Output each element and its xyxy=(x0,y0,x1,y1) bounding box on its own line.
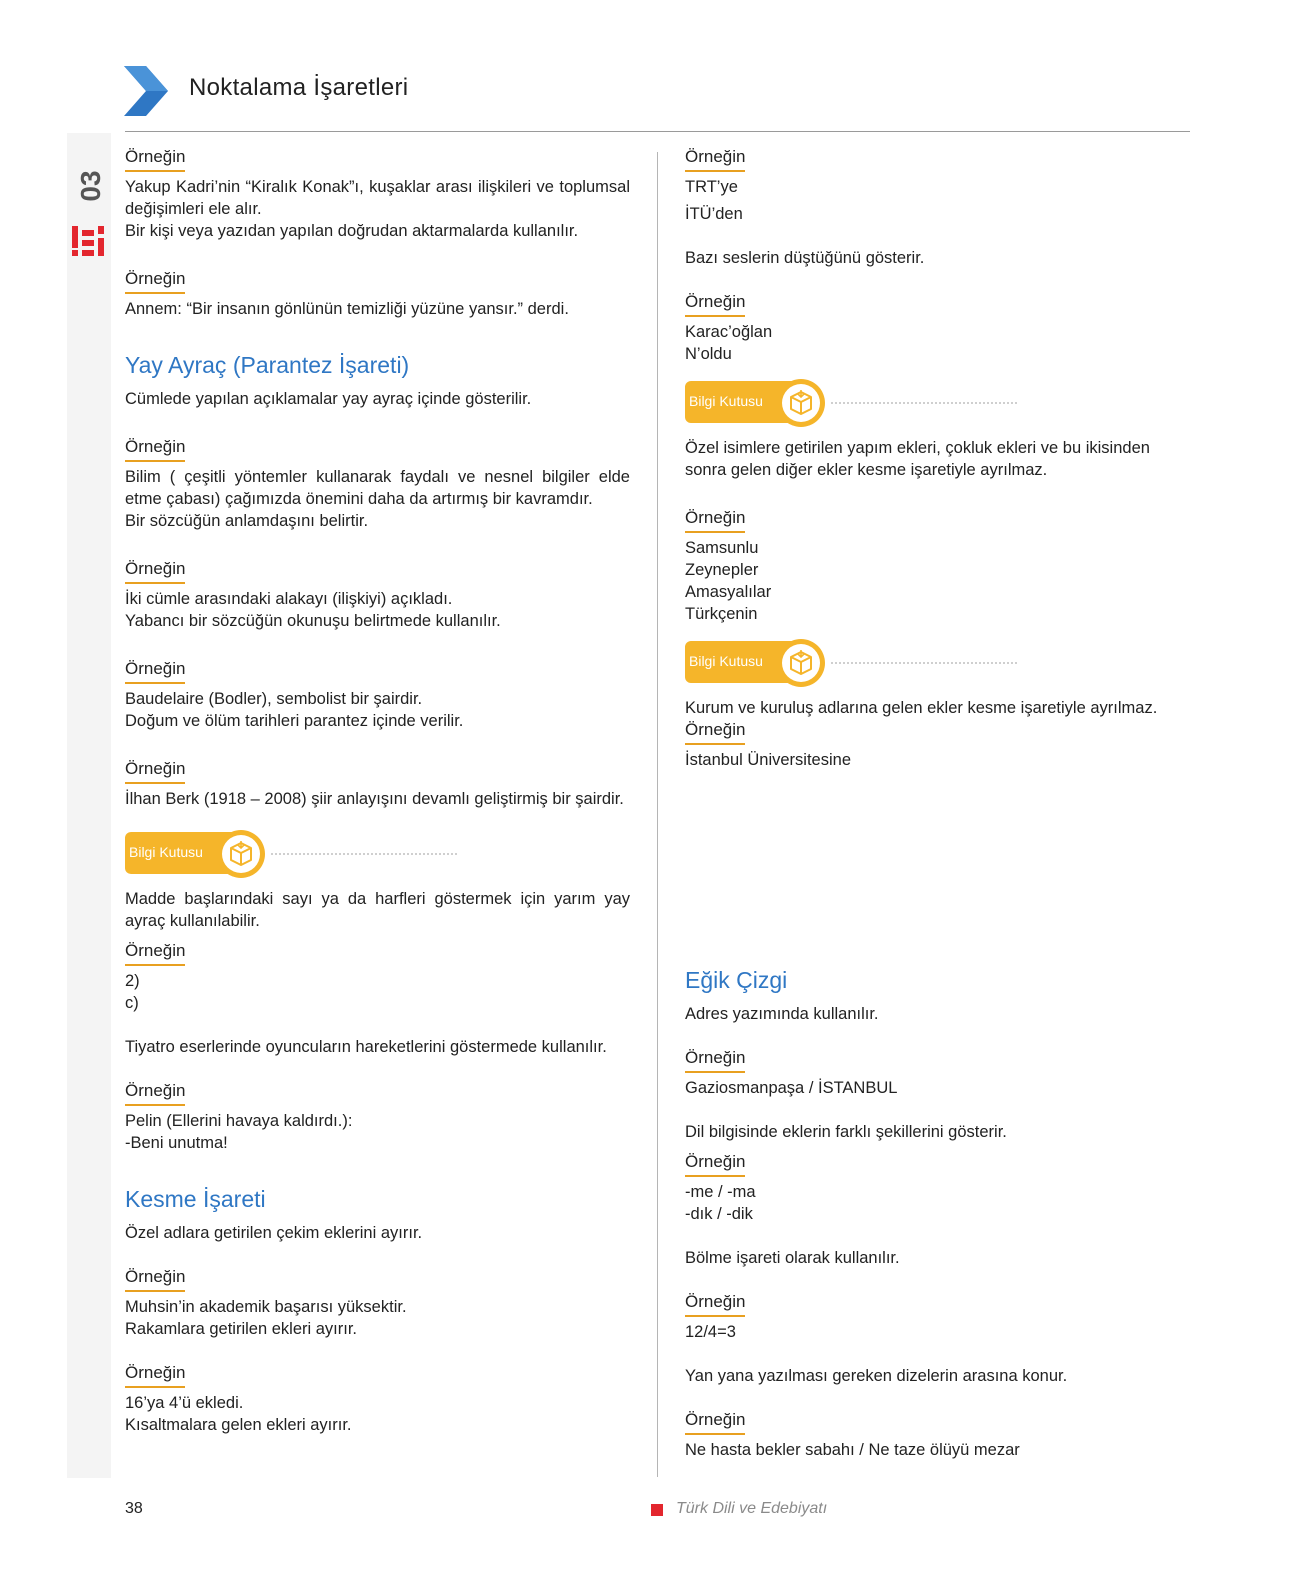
info-box-header xyxy=(125,830,630,880)
example-text: Annem: “Bir insanın gönlünün temizliği yüzüne yansır.” derdi. xyxy=(125,300,569,318)
example-text: İstanbul Üniversitesine xyxy=(685,751,851,769)
rule-text: Rakamlara getirilen ekleri ayırır. xyxy=(125,1320,357,1338)
example-label: Örneğin xyxy=(685,719,745,745)
example-text: Amasyalılar xyxy=(685,583,772,601)
example-label: Örneğin xyxy=(125,558,185,584)
example-label: Örneğin xyxy=(125,146,185,172)
rule-text: Bazı seslerin düştüğünü gösterir. xyxy=(685,249,925,267)
example-label: Örneğin xyxy=(685,507,745,533)
example-text: Türkçenin xyxy=(685,605,758,623)
rule-text: Dil bilgisinde eklerin farklı şekillerini gösterir. xyxy=(685,1123,1007,1141)
side-strip xyxy=(67,133,111,1478)
section-intro: Cümlede yapılan açıklamalar yay ayraç içinde gösterilir. xyxy=(125,390,532,408)
section-intro: Adres yazımında kullanılır. xyxy=(685,1005,879,1023)
example-text: N’oldu xyxy=(685,345,732,363)
example-text: Gaziosmanpaşa / İSTANBUL xyxy=(685,1079,898,1097)
example-label: Örneğin xyxy=(685,1047,745,1073)
example-text: -Beni unutma! xyxy=(125,1134,228,1152)
example-text: Bilim ( çeşitli yöntemler kullanarak faydalı ve nesnel bilgiler elde etme çabası) çağımızda önemini daha da artırmış bir kavramdır. xyxy=(125,468,630,508)
example-text: 16’ya 4’ü ekledi. xyxy=(125,1394,244,1412)
example-label: Örneğin xyxy=(125,436,185,462)
unit-badge xyxy=(72,148,106,258)
info-box-label: Bilgi Kutusu xyxy=(129,844,203,860)
info-box-header xyxy=(685,379,1190,429)
info-box-label: Bilgi Kutusu xyxy=(689,653,763,669)
example-label: Örneğin xyxy=(125,758,185,784)
box-icon xyxy=(787,649,815,677)
box-icon xyxy=(227,840,255,868)
rule-text: Kısaltmalara gelen ekleri ayırır. xyxy=(125,1416,352,1434)
example-label: Örneğin xyxy=(125,1362,185,1388)
example-label: Örneğin xyxy=(685,1409,745,1435)
info-box-text: Madde başlarındaki sayı ya da harfleri göstermek için yarım yay ayraç kullanılabilir. xyxy=(125,890,630,930)
example-text: -me / -ma xyxy=(685,1183,756,1201)
left-column xyxy=(125,146,630,1436)
footer-square-icon xyxy=(651,1504,663,1516)
rule-text: Tiyatro eserlerinde oyuncuların hareketlerini göstermede kullanılır. xyxy=(125,1038,607,1056)
unit-number: 03 xyxy=(75,170,106,202)
example-text: İki cümle arasındaki alakayı (ilişkiyi) açıkladı. xyxy=(125,590,453,608)
info-box-text: Özel isimlere getirilen yapım ekleri, çokluk ekleri ve bu ikisinden sonra gelen diğer ekler kesme işaretiyle ayrılmaz. xyxy=(685,439,1150,479)
right-column xyxy=(685,146,1190,1461)
example-text: Pelin (Ellerini havaya kaldırdı.): xyxy=(125,1112,353,1130)
example-text: TRT’ye xyxy=(685,178,738,196)
example-label: Örneğin xyxy=(125,658,185,684)
example-label: Örneğin xyxy=(685,1151,745,1177)
column-divider xyxy=(657,152,658,1477)
info-box-header xyxy=(685,639,1190,689)
example-text: Yakup Kadri’nin “Kiralık Konak”ı, kuşaklar arası ilişkileri ve toplumsal değişimleri ele alır. xyxy=(125,178,630,218)
example-label: Örneğin xyxy=(685,291,745,317)
example-text: 2) xyxy=(125,972,140,990)
rule-text: Yan yana yazılması gereken dizelerin arasına konur. xyxy=(685,1367,1068,1385)
info-box-text: Kurum ve kuruluş adlarına gelen ekler kesme işaretiyle ayrılmaz. xyxy=(685,699,1158,717)
example-label: Örneğin xyxy=(125,1266,185,1292)
book-title: Türk Dili ve Edebiyatı xyxy=(676,1500,828,1517)
example-text: Zeynepler xyxy=(685,561,759,579)
section-heading-yay-ayrac: Yay Ayraç (Parantez İşareti) xyxy=(125,352,410,378)
rule-text: Bir kişi veya yazıdan yapılan doğrudan aktarmalarda kullanılır. xyxy=(125,222,579,240)
example-label: Örneğin xyxy=(125,268,185,294)
page-title: Noktalama İşaretleri xyxy=(189,74,409,101)
example-label: Örneğin xyxy=(125,940,185,966)
rule-text: Doğum ve ölüm tarihleri parantez içinde verilir. xyxy=(125,712,464,730)
section-intro: Özel adlara getirilen çekim eklerini ayırır. xyxy=(125,1224,423,1242)
section-heading-egik-cizgi: Eğik Çizgi xyxy=(685,967,788,993)
info-box-label: Bilgi Kutusu xyxy=(689,393,763,409)
example-text: Ne hasta bekler sabahı / Ne taze ölüyü mezar xyxy=(685,1441,1020,1459)
example-label: Örneğin xyxy=(685,1291,745,1317)
rule-text: Bölme işareti olarak kullanılır. xyxy=(685,1249,900,1267)
box-icon xyxy=(787,389,815,417)
example-text: Muhsin’in akademik başarısı yüksektir. xyxy=(125,1298,407,1316)
example-text: 12/4=3 xyxy=(685,1323,736,1341)
rule-text: Yabancı bir sözcüğün okunuşu belirtmede kullanılır. xyxy=(125,612,501,630)
example-text: İTÜ’den xyxy=(685,205,743,223)
example-text: c) xyxy=(125,994,139,1012)
example-text: Baudelaire (Bodler), sembolist bir şairdir. xyxy=(125,690,423,708)
example-text: İlhan Berk (1918 – 2008) şiir anlayışını devamlı geliştirmiş bir şairdir. xyxy=(125,790,624,808)
example-text: Karac’oğlan xyxy=(685,323,773,341)
example-text: -dık / -dik xyxy=(685,1205,753,1223)
header-rule xyxy=(125,131,1190,132)
section-heading-kesme: Kesme İşareti xyxy=(125,1186,266,1212)
example-label: Örneğin xyxy=(685,146,745,172)
rule-text: Bir sözcüğün anlamdaşını belirtir. xyxy=(125,512,369,530)
chevron-right-icon xyxy=(124,66,168,116)
example-label: Örneğin xyxy=(125,1080,185,1106)
example-text: Samsunlu xyxy=(685,539,759,557)
page-number: 38 xyxy=(125,1500,143,1517)
